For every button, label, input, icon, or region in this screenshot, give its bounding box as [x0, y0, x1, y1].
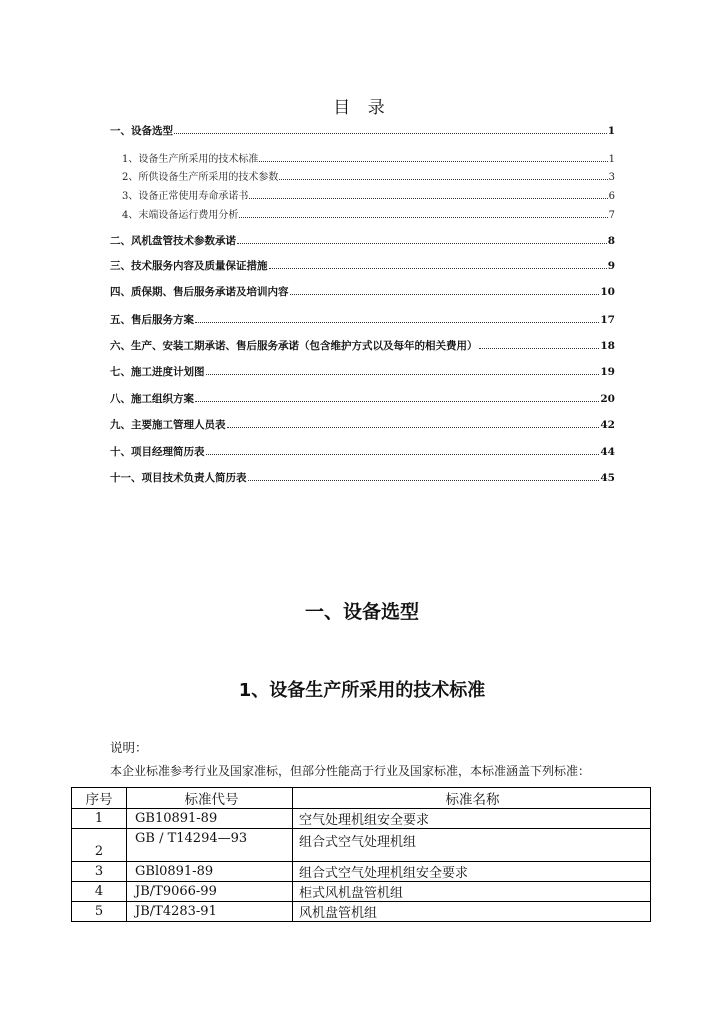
toc-entry-text: 十、项目经理简历表 [110, 446, 205, 458]
toc-entry[interactable] [110, 391, 615, 406]
cell-code: JB/T4283-91 [127, 902, 293, 922]
toc-entry-page: 1 [607, 125, 615, 137]
toc-leader [248, 479, 600, 481]
table-row [72, 862, 651, 882]
toc-entry-page: 44 [600, 446, 615, 458]
cell-code: GB / T14294—93 [127, 829, 293, 862]
toc-entry[interactable] [110, 470, 615, 485]
toc-entry-page: 19 [600, 366, 615, 378]
toc-leader [269, 267, 607, 269]
toc-entry-page: 20 [600, 393, 615, 405]
toc-entry[interactable] [110, 338, 615, 353]
toc-entry[interactable] [110, 187, 615, 202]
cell-no: 5 [72, 902, 127, 922]
toc-leader [279, 178, 607, 180]
toc-title: 目 录 [333, 98, 391, 118]
table-header-row [72, 788, 651, 809]
toc-entry[interactable] [110, 417, 615, 432]
toc-leader [227, 426, 600, 428]
toc-entry[interactable] [110, 123, 615, 138]
section-heading: 一、设备选型 [304, 601, 419, 623]
header-code: 标准代号 [127, 788, 293, 809]
cell-no: 2 [72, 829, 127, 862]
toc-entry[interactable] [110, 206, 615, 221]
toc-entry-text: 二、风机盘管技术参数承诺 [110, 235, 236, 247]
toc-entry-text: 四、质保期、售后服务承诺及培训内容 [110, 286, 289, 298]
toc-leader [259, 160, 607, 162]
cell-no: 4 [72, 882, 127, 902]
cell-code: GBl0891-89 [127, 862, 293, 882]
cell-name: 组合式空气处理机组安全要求 [293, 862, 651, 882]
toc-entry[interactable] [110, 233, 615, 248]
cell-name: 空气处理机组安全要求 [293, 809, 651, 829]
toc-entry[interactable] [110, 284, 615, 299]
toc-entry-text: 1、设备生产所采用的技术标准 [122, 154, 259, 165]
cell-name: 柜式风机盘管机组 [293, 882, 651, 902]
toc-entry[interactable] [110, 364, 615, 379]
toc-leader [195, 321, 599, 323]
toc-entry-page: 3 [608, 172, 615, 183]
toc-entry-page: 7 [608, 210, 615, 221]
table-row [72, 882, 651, 902]
toc-entry[interactable] [110, 312, 615, 327]
toc-entry[interactable] [110, 150, 615, 165]
toc-leader [195, 400, 599, 402]
cell-no: 1 [72, 809, 127, 829]
toc-entry-text: 七、施工进度计划图 [110, 366, 205, 378]
table-row [72, 809, 651, 829]
toc-entry-page: 10 [600, 286, 615, 298]
toc-entry[interactable] [110, 444, 615, 459]
toc-leader [290, 293, 600, 295]
toc-entry[interactable] [110, 258, 615, 273]
standards-table [71, 787, 651, 922]
toc-entry[interactable] [110, 168, 615, 183]
toc-leader [206, 373, 600, 375]
toc-entry-page: 1 [608, 154, 615, 165]
table-row [72, 829, 651, 862]
toc-entry-text: 六、生产、安装工期承诺、售后服务承诺（包含维护方式以及每年的相关费用） [110, 340, 478, 352]
note-text: 本企业标准参考行业及国家准标，但部分性能高于行业及国家标准，本标准涵盖下列标准： [110, 764, 591, 778]
note-label: 说明： [110, 740, 148, 755]
toc-entry-page: 18 [600, 340, 615, 352]
toc-entry-text: 4、末端设备运行费用分析 [122, 210, 239, 221]
toc-entry-page: 9 [607, 260, 615, 272]
toc-entry-page: 8 [607, 235, 615, 247]
toc-entry-text: 3、设备正常使用寿命承诺书 [122, 191, 249, 202]
toc-leader [206, 453, 600, 455]
toc-entry-text: 一、设备选型 [110, 125, 173, 137]
table-row [72, 902, 651, 922]
cell-name: 风机盘管机组 [293, 902, 651, 922]
toc-entry-text: 五、售后服务方案 [110, 314, 194, 326]
toc-entry-text: 十一、项目技术负责人简历表 [110, 472, 247, 484]
toc-entry-page: 45 [600, 472, 615, 484]
header-no: 序号 [72, 788, 127, 809]
toc-entry-page: 42 [600, 419, 615, 431]
toc-entry-text: 三、技术服务内容及质量保证措施 [110, 260, 268, 272]
toc-leader [249, 197, 607, 199]
subsection-heading: 1、设备生产所采用的技术标准 [238, 680, 486, 701]
toc-entry-page: 6 [608, 191, 615, 202]
toc-entry-text: 2、所供设备生产所采用的技术参数 [122, 172, 279, 183]
toc-leader [174, 132, 607, 134]
toc-entry-page: 17 [600, 314, 615, 326]
cell-code: GB10891-89 [127, 809, 293, 829]
toc-entry-text: 八、施工组织方案 [110, 393, 194, 405]
cell-code: JB/T9066-99 [127, 882, 293, 902]
cell-name: 组合式空气处理机组 [293, 829, 651, 862]
toc-leader [237, 242, 607, 244]
header-name: 标准名称 [293, 788, 651, 809]
toc-leader [479, 347, 600, 349]
toc-leader [239, 216, 607, 218]
cell-no: 3 [72, 862, 127, 882]
toc-entry-text: 九、主要施工管理人员表 [110, 419, 226, 431]
